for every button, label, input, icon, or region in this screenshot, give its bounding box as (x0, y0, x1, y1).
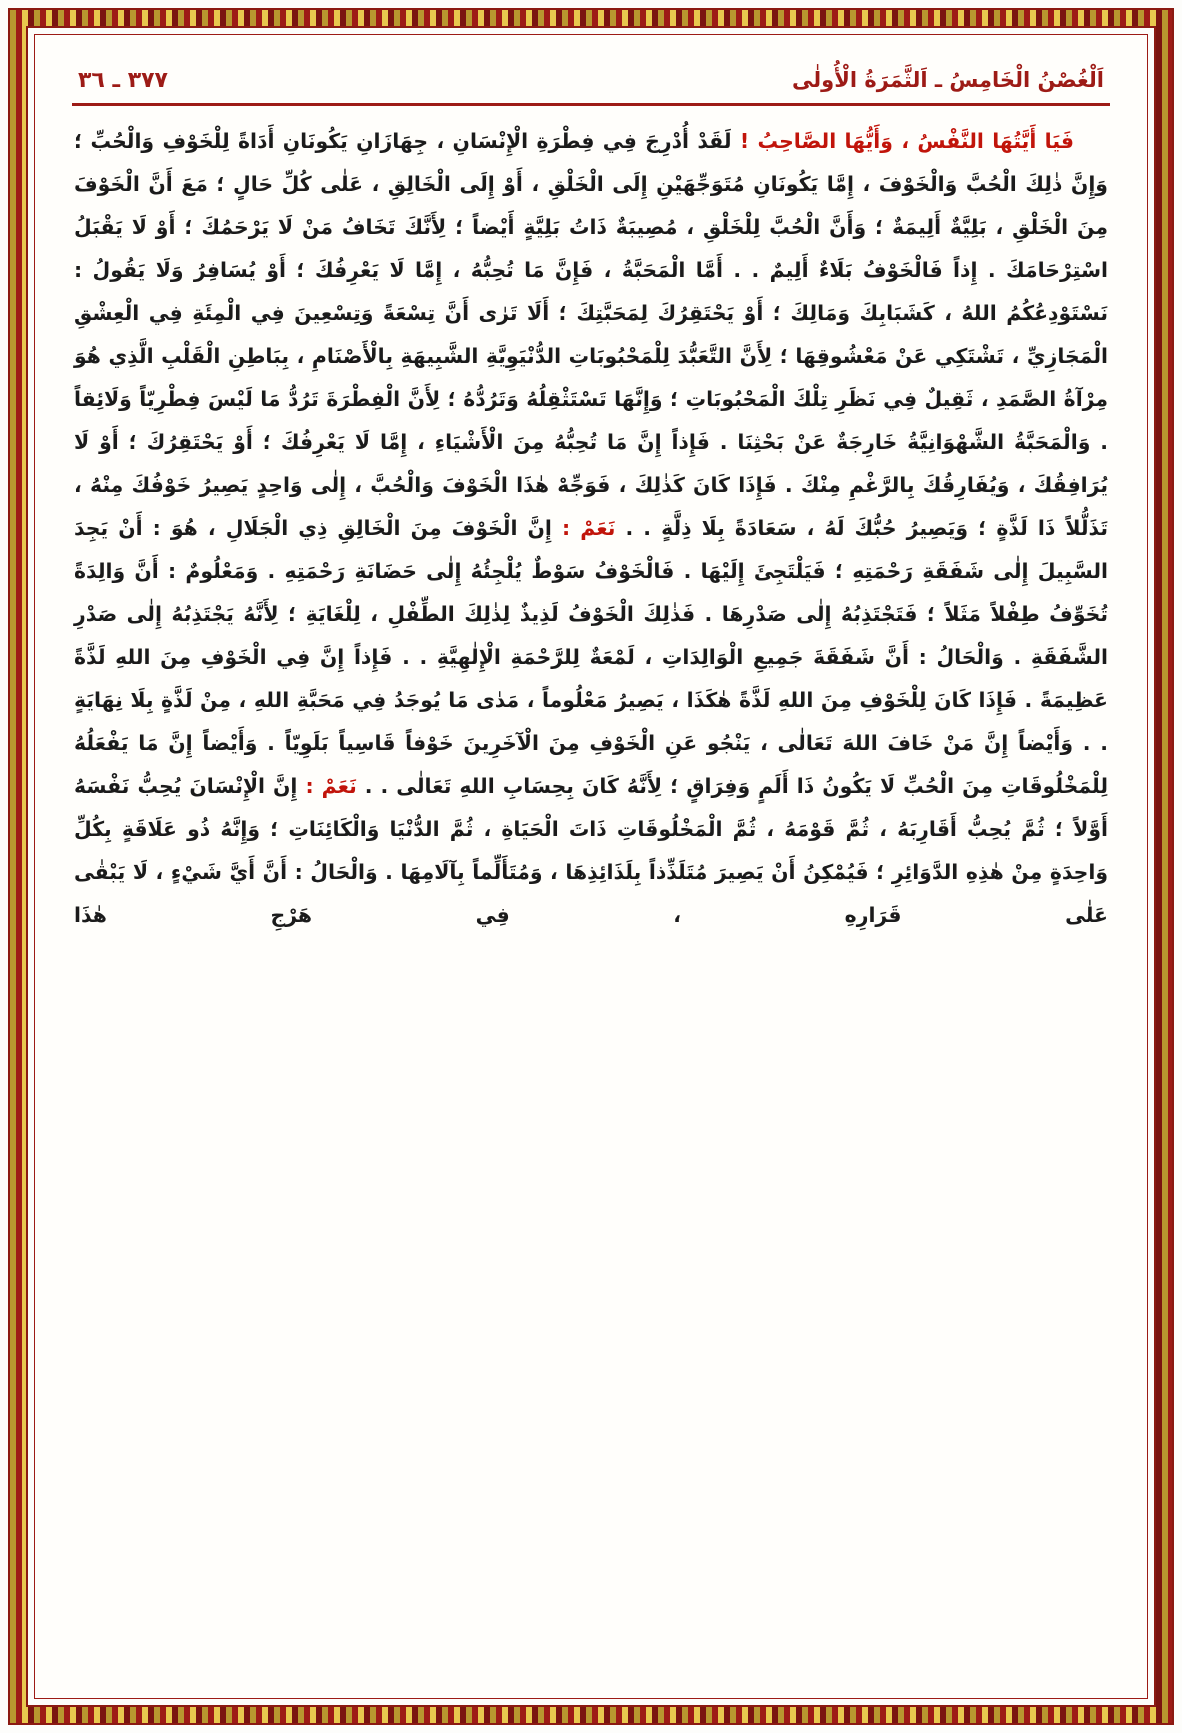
body-paragraph (74, 120, 1108, 937)
body-segment-2: إِنَّ الْخَوْفَ مِنَ الْخَالِقِ ذِي الْجَلَالِ ، هُوَ : أَنْ يَجِدَ السَّبِيلَ إِلٰى شَفَقَةِ رَحْمَتِهِ ؛ فَيَلْتَجِئَ إِلَيْهَا . فَالْخَوْفُ سَوْطٌ يُلْجِئُهُ إِلٰى حَضَانَةِ رَحْمَتِهِ . وَمَعْلُومٌ : أَنَّ وَالِدَةً تُخَوِّفُ طِفْلاً مَثَلاً ؛ فَتَجْتَذِبُهُ إِلٰى صَدْرِهَا . فَذٰلِكَ الْخَوْفُ لَذِيذٌ لِذٰلِكَ الطِّفْلِ ، لِلْغَايَةِ ؛ لِأَنَّهُ يَجْتَذِبُهُ إِلٰى صَدْرِ الشَّفَقَةِ . وَالْحَالُ : أَنَّ شَفَقَةَ جَمِيعِ الْوَالِدَاتِ ، لَمْعَةٌ لِلرَّحْمَةِ الْإِلٰهِيَّةِ . . فَإِذاً إِنَّ فِي الْخَوْفِ مِنَ اللهِ لَذَّةً عَظِيمَةً . فَإِذَا كَانَ لِلْخَوْفِ مِنَ اللهِ لَذَّةً هٰكَذَا ، يَصِيرُ مَعْلُوماً ، مَدٰى مَا يُوجَدُ فِي مَحَبَّةِ اللهِ ، مِنْ لَذَّةٍ بِلَا نِهَايَةٍ . . وَأَيْضاً إِنَّ مَنْ خَافَ اللهَ تَعَالٰى ، يَنْجُو عَنِ الْخَوْفِ مِنَ الْآخَرِينَ خَوْفاً قَاسِياً بَلَوِيّاً . وَأَيْضاً إِنَّ مَا يَفْعَلُهُ لِلْمَخْلُوقَاتِ مِنَ الْحُبِّ لَا يَكُونُ ذَا أَلَمٍ وَفِرَاقٍ ؛ لِأَنَّهُ كَانَ بِحِسَابِ اللهِ تَعَالٰى . . (74, 516, 1108, 798)
body-segment-3: إِنَّ الْإِنْسَانَ يُحِبُّ نَفْسَهُ أَوَّلاً ؛ ثُمَّ يُحِبُّ أَقَارِبَهُ ، ثُمَّ قَوْمَهُ ، ثُمَّ الْمَخْلُوقَاتِ ذَاتَ الْحَيَاةِ ، ثُمَّ الدُّنْيَا وَالْكَائِنَاتِ ؛ وَإِنَّهُ ذُو عَلَاقَةٍ بِكُلِّ وَاحِدَةٍ مِنْ هٰذِهِ الدَّوَائِرِ ؛ فَيُمْكِنُ أَنْ يَصِيرَ مُتَلَذِّذاً بِلَذَائِذِهَا ، وَمُتَأَلِّماً بِآلَامِهَا . وَالْحَالُ : أَنَّ أَيَّ شَيْءٍ ، لَا يَبْقٰى عَلٰى قَرَارِهِ ، فِي هَرْجِ هٰذَا (74, 774, 1108, 927)
highlight-naam-1: نَعَمْ : (562, 516, 616, 540)
body-text-block (68, 120, 1114, 937)
page-number: ٣٧٧ ـ ٣٦ (78, 68, 168, 93)
page-title: اَلْغُصْنُ الْخَامِسُ ـ اَلثَّمَرَةُ الْأُولٰى (792, 68, 1104, 92)
opening-highlight: فَيَا أَيَّتُهَا النَّفْسُ ، وَأَيُّهَا الصَّاحِبُ ! (739, 129, 1075, 153)
page-header (68, 62, 1114, 101)
body-segment-1: لَقَدْ أُدْرِجَ فِي فِطْرَةِ الْإِنْسَانِ ، جِهَازَانِ يَكُونَانِ أَدَاةً لِلْخَوْفِ وَالْحُبِّ ؛ وَإِنَّ ذٰلِكَ الْحُبَّ وَالْخَوْفَ ، إِمَّا يَكُونَانِ مُتَوَجِّهَيْنِ إِلَى الْخَلْقِ ، أَوْ إِلَى الْخَالِقِ ، عَلٰى كُلِّ حَالٍ ؛ مَعَ أَنَّ الْخَوْفَ مِنَ الْخَلْقِ ، بَلِيَّةٌ أَلِيمَةٌ ؛ وَأَنَّ الْحُبَّ لِلْخَلْقِ ، مُصِيبَةٌ ذَاتُ بَلِيَّةٍ أَيْضاً ؛ لِأَنَّكَ تَخَافُ مَنْ لَا يَرْحَمُكَ ؛ أَوْ لَا يَقْبَلُ اسْتِرْحَامَكَ . إِذاً فَالْخَوْفُ بَلَاءٌ أَلِيمٌ . . أَمَّا الْمَحَبَّةُ ، فَإِنَّ مَا تُحِبُّهُ ، إِمَّا لَا يَعْرِفُكَ ؛ أَوْ يُسَافِرُ وَلَا يَقُولُ : نَسْتَوْدِعُكُمُ اللهُ ، كَشَبَابِكَ وَمَالِكَ ؛ أَوْ يَحْتَقِرُكَ لِمَحَبَّتِكَ ؛ أَلَا تَرٰى أَنَّ تِسْعَةً وَتِسْعِينَ فِي الْمِئَةِ فِي الْعِشْقِ الْمَجَازِيِّ ، تَشْتَكِي عَنْ مَعْشُوقِهَا ؛ لِأَنَّ التَّعَبُّدَ لِلْمَحْبُوبَاتِ الدُّنْيَوِيَّةِ الشَّبِيهَةِ بِالْأَصْنَامِ ، بِبَاطِنِ الْقَلْبِ الَّذِي هُوَ مِرْآةُ الصَّمَدِ ، ثَقِيلٌ فِي نَظَرِ تِلْكَ الْمَحْبُوبَاتِ ؛ وَإِنَّهَا تَسْتَثْقِلُهُ وَتَرُدُّهُ ؛ لِأَنَّ الْفِطْرَةَ تَرُدُّ مَا لَيْسَ فِطْرِيّاً وَلَائِقاً . وَالْمَحَبَّةُ الشَّهْوَانِيَّةُ خَارِجَةٌ عَنْ بَحْثِنَا . فَإِذاً إِنَّ مَا تُحِبُّهُ مِنَ الْأَشْيَاءِ ، إِمَّا لَا يَعْرِفُكَ ؛ أَوْ يَحْتَقِرُكَ ؛ أَوْ لَا يُرَافِقُكَ ، وَيُفَارِقُكَ بِالرَّغْمِ مِنْكَ . فَإِذَا كَانَ كَذٰلِكَ ، فَوَجِّهْ هٰذَا الْخَوْفَ وَالْحُبَّ ، إِلٰى وَاحِدٍ يَصِيرُ خَوْفُكَ مِنْهُ ، تَذَلُّلاً ذَا لَذَّةٍ ؛ وَيَصِيرُ حُبُّكَ لَهُ ، سَعَادَةً بِلَا ذِلَّةٍ . . (74, 129, 1108, 540)
page-content (46, 46, 1136, 1687)
header-divider (72, 103, 1110, 106)
highlight-naam-2: نَعَمْ : (305, 774, 357, 798)
